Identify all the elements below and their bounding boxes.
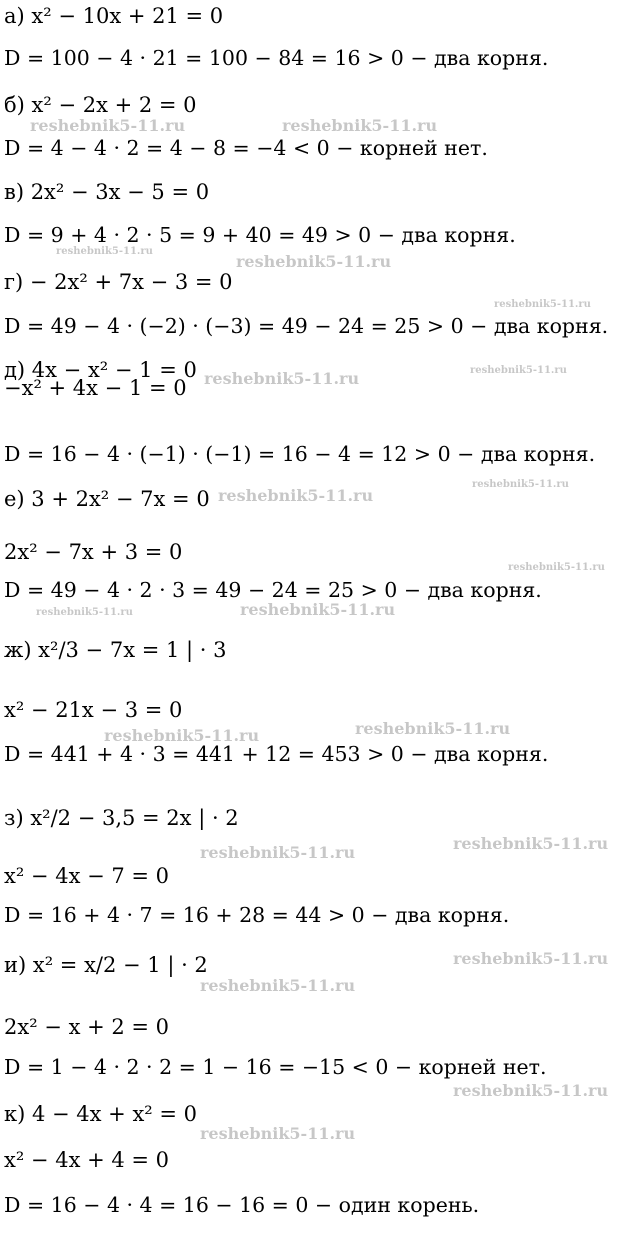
- equation-z-rewritten: x² − 4x − 7 = 0: [4, 864, 170, 888]
- watermark: reshebnik5-11.ru: [508, 562, 605, 573]
- watermark: reshebnik5-11.ru: [472, 479, 569, 490]
- equation-e-rewritten: 2x² − 7x + 3 = 0: [4, 540, 183, 564]
- discriminant-v: D = 9 + 4 · 2 · 5 = 9 + 40 = 49 > 0 − два корня.: [4, 223, 516, 247]
- discriminant-k: D = 16 − 4 · 4 = 16 − 16 = 0 − один корень.: [4, 1193, 480, 1217]
- watermark: reshebnik5-11.ru: [282, 116, 438, 135]
- equation-v: в) 2x² − 3x − 5 = 0: [4, 180, 210, 204]
- discriminant-g: D = 49 − 4 · (−2) · (−3) = 49 − 24 = 25 > 0 − два корня.: [4, 314, 609, 338]
- watermark: reshebnik5-11.ru: [36, 607, 133, 618]
- watermark: reshebnik5-11.ru: [104, 726, 260, 745]
- discriminant-b: D = 4 − 4 · 2 = 4 − 8 = −4 < 0 − корней нет.: [4, 136, 488, 160]
- equation-zh-rewritten: x² − 21x − 3 = 0: [4, 698, 183, 722]
- equation-e: е) 3 + 2x² − 7x = 0: [4, 487, 210, 511]
- discriminant-z: D = 16 + 4 · 7 = 16 + 28 = 44 > 0 − два корня.: [4, 903, 510, 927]
- watermark: reshebnik5-11.ru: [355, 719, 511, 738]
- equation-i-rewritten: 2x² − x + 2 = 0: [4, 1015, 170, 1039]
- watermark: reshebnik5-11.ru: [470, 365, 567, 376]
- discriminant-zh: D = 441 + 4 · 3 = 441 + 12 = 453 > 0 − два корня.: [4, 742, 549, 766]
- discriminant-d: D = 16 − 4 · (−1) · (−1) = 16 − 4 = 12 > 0 − два корня.: [4, 442, 596, 466]
- equation-b: б) x² − 2x + 2 = 0: [4, 93, 197, 117]
- watermark: reshebnik5-11.ru: [240, 600, 396, 619]
- equation-d: д) 4x − x² − 1 = 0: [4, 358, 197, 382]
- discriminant-a: D = 100 − 4 · 21 = 100 − 84 = 16 > 0 − два корня.: [4, 46, 549, 70]
- discriminant-i: D = 1 − 4 · 2 · 2 = 1 − 16 = −15 < 0 − корней нет.: [4, 1055, 547, 1079]
- equation-a: а) x² − 10x + 21 = 0: [4, 4, 224, 28]
- discriminant-e: D = 49 − 4 · 2 · 3 = 49 − 24 = 25 > 0 − два корня.: [4, 578, 542, 602]
- watermark: reshebnik5-11.ru: [453, 1081, 609, 1100]
- watermark: reshebnik5-11.ru: [30, 116, 186, 135]
- equation-k: к) 4 − 4x + x² = 0: [4, 1102, 198, 1126]
- equation-i: и) x² = x/2 − 1 | · 2: [4, 953, 208, 977]
- watermark: reshebnik5-11.ru: [453, 949, 609, 968]
- equation-zh: ж) x²/3 − 7x = 1 | · 3: [4, 638, 227, 662]
- equation-d-rewritten: −x² + 4x − 1 = 0: [4, 376, 187, 400]
- equation-g: г) − 2x² + 7x − 3 = 0: [4, 270, 233, 294]
- equation-k-rewritten: x² − 4x + 4 = 0: [4, 1148, 170, 1172]
- watermark: reshebnik5-11.ru: [218, 486, 374, 505]
- watermark: reshebnik5-11.ru: [200, 976, 356, 995]
- watermark: reshebnik5-11.ru: [200, 843, 356, 862]
- watermark: reshebnik5-11.ru: [453, 834, 609, 853]
- watermark: reshebnik5-11.ru: [236, 252, 392, 271]
- watermark: reshebnik5-11.ru: [56, 246, 153, 257]
- watermark: reshebnik5-11.ru: [494, 299, 591, 310]
- equation-z: з) x²/2 − 3,5 = 2x | · 2: [4, 806, 239, 830]
- watermark: reshebnik5-11.ru: [200, 1124, 356, 1143]
- watermark: reshebnik5-11.ru: [204, 369, 360, 388]
